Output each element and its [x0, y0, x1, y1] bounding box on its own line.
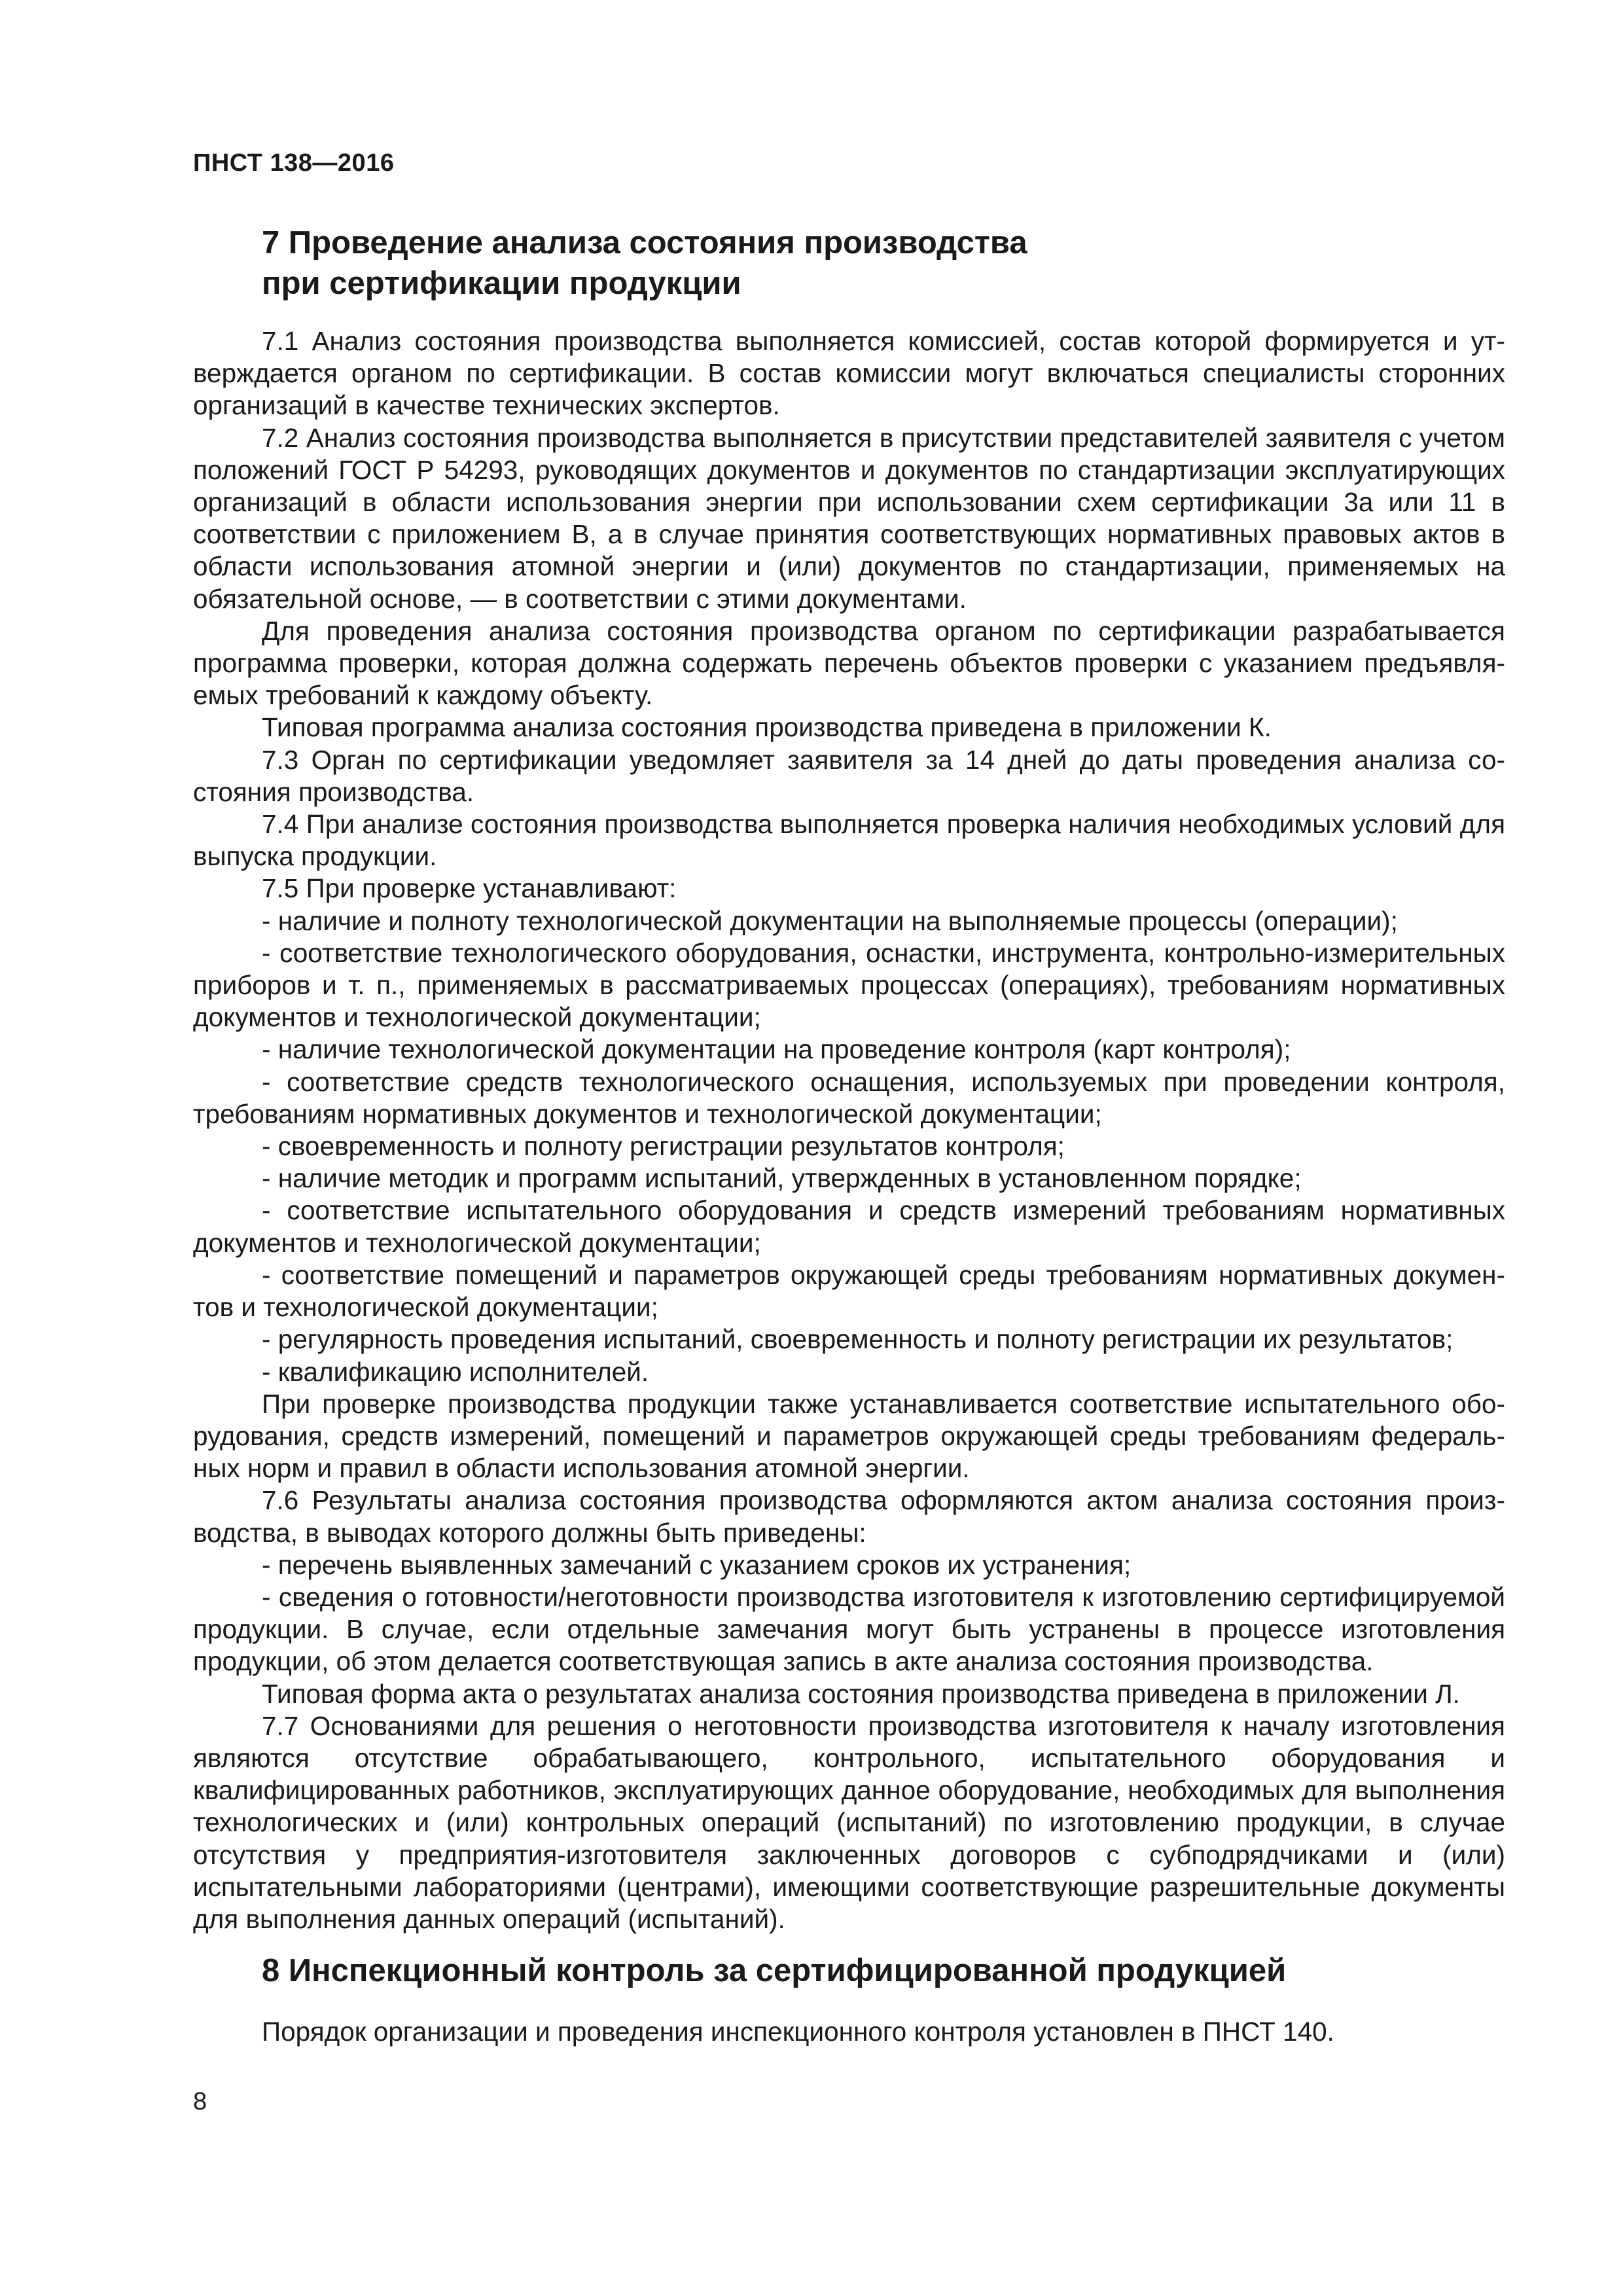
- list-item: - перечень выявленных замечаний с указанием сроков их устранения;: [262, 1549, 1132, 1580]
- paragraph-typical-act-form: Типовая форма акта о результатах анализа состояния производства приведена в приложении Л.: [262, 1678, 1460, 1709]
- section-8-body: [193, 2016, 1505, 2048]
- list-item: - регулярность проведения испытаний, своевременность и полноту регистрации их результатов;: [262, 1324, 1454, 1355]
- list-item: - сведения о готовности/неготовности производства изготовителя к изготовлению сертифицируемой продукции. В случае, если отдельные замечания могут быть устранены в процессе изготовления продукции, об этом делается соответствующая запись в акте анализа состояния производства.: [193, 1581, 1505, 1677]
- paragraph-8-1: Порядок организации и проведения инспекционного контроля установлен в ПНСТ 140.: [262, 2017, 1334, 2047]
- section-7-heading-line-1: 7 Проведение анализа состояния производства: [262, 225, 1027, 260]
- paragraph-7-5: 7.5 При проверке устанавливают:: [262, 873, 677, 904]
- page-number: 8: [193, 2088, 207, 2115]
- paragraph-7-4: 7.4 При анализе состояния производства выполняется проверка наличия необходимых условий для выпуска продукции.: [193, 809, 1505, 872]
- section-8-heading: 8 Инспекционный контроль за сертифицированной продукцией: [262, 1953, 1287, 1988]
- paragraph-7-7: 7.7 Основаниями для решения о неготовности производства изготовителя к началу изготовления являются отсутствие обрабатывающего, контрольного, испытательного оборудования и квалифицированных работников, эксплуатирующих данное оборудование, необходимых для выполнения технологических и (или) контрольных операций (испытаний) по изготовлению продукции, в случае отсутствия у предприятия-изготовителя заключенных договоров с субподрядчиками и (или) испытательными лабораториями (центрами), имеющими соответствующие разрешительные документы для выполнения данных операций (испытаний).: [193, 1710, 1505, 1934]
- paragraph-7-3: 7.3 Орган по сертификации уведомляет заявителя за 14 дней до даты проведения анализа состояния производства.: [193, 744, 1505, 807]
- list-item: - наличие технологической документации на проведение контроля (карт контроля);: [262, 1034, 1291, 1065]
- paragraph-7-6: 7.6 Результаты анализа состояния производства оформляются актом анализа состояния производства, в выводах которого должны быть приведены:: [193, 1485, 1505, 1548]
- list-item: - соответствие помещений и параметров окружающей среды требованиям нормативных документов и технологической документации;: [193, 1259, 1505, 1323]
- paragraph-7-1: 7.1 Анализ состояния производства выполняется комиссией, состав которой формируется и утверждается органом по сертификации. В состав комиссии могут включаться специалисты сторонних организаций в качестве технических экспертов.: [193, 326, 1505, 421]
- paragraph-7-2: 7.2 Анализ состояния производства выполняется в присутствии представителей заявителя с учетом положений ГОСТ Р 54293, руководящих документов и документов по стандартизации эксплуатирующих организаций в области использования энергии при использовании схем сертификации 3а или 11 в соответствии с приложением В, а в случае принятия соответствующих нормативных правовых актов в области использования атомной энергии и (или) документов по стандартизации, применяемых на обязательной основе, — в соответствии с этими документами.: [193, 422, 1505, 614]
- document-code-header: ПНСТ 138—2016: [193, 149, 395, 177]
- section-7-body: [193, 325, 1505, 1935]
- section-7-heading: [262, 223, 1027, 304]
- list-item: - соответствие технологического оборудования, оснастки, инструмента, контрольно-измерительных приборов и т. п., применяемых в рассматриваемых процессах (операциях), требованиям нормативных документов и технологической документации;: [193, 937, 1505, 1033]
- paragraph-production-check: При проверке производства продукции также устанавливается соответствие испытательного оборудования, средств измерений, помещений и параметров окружающей среды требованиям федеральных норм и правил в области использования атомной энергии.: [193, 1388, 1505, 1484]
- paragraph-program-development: Для проведения анализа состояния производства органом по сертификации разрабатывается программа проверки, которая должна содержать перечень объектов проверки с указанием предъявляемых требований к каждому объекту.: [193, 615, 1505, 711]
- list-item: - своевременность и полноту регистрации результатов контроля;: [262, 1131, 1065, 1162]
- list-item: - соответствие средств технологического оснащения, используемых при проведении контроля, требованиям нормативных документов и технологической документации;: [193, 1066, 1505, 1129]
- paragraph-typical-program: Типовая программа анализа состояния производства приведена в приложении К.: [262, 712, 1272, 743]
- list-item: - наличие и полноту технологической документации на выполняемые процессы (операции);: [262, 905, 1398, 936]
- list-item: - соответствие испытательного оборудования и средств измерений требованиям нормативных документов и технологической документации;: [193, 1195, 1505, 1258]
- list-item: - наличие методик и программ испытаний, утвержденных в установленном порядке;: [262, 1163, 1302, 1194]
- section-7-heading-line-2: при сертификации продукции: [262, 266, 741, 301]
- list-item: - квалификацию исполнителей.: [262, 1356, 649, 1387]
